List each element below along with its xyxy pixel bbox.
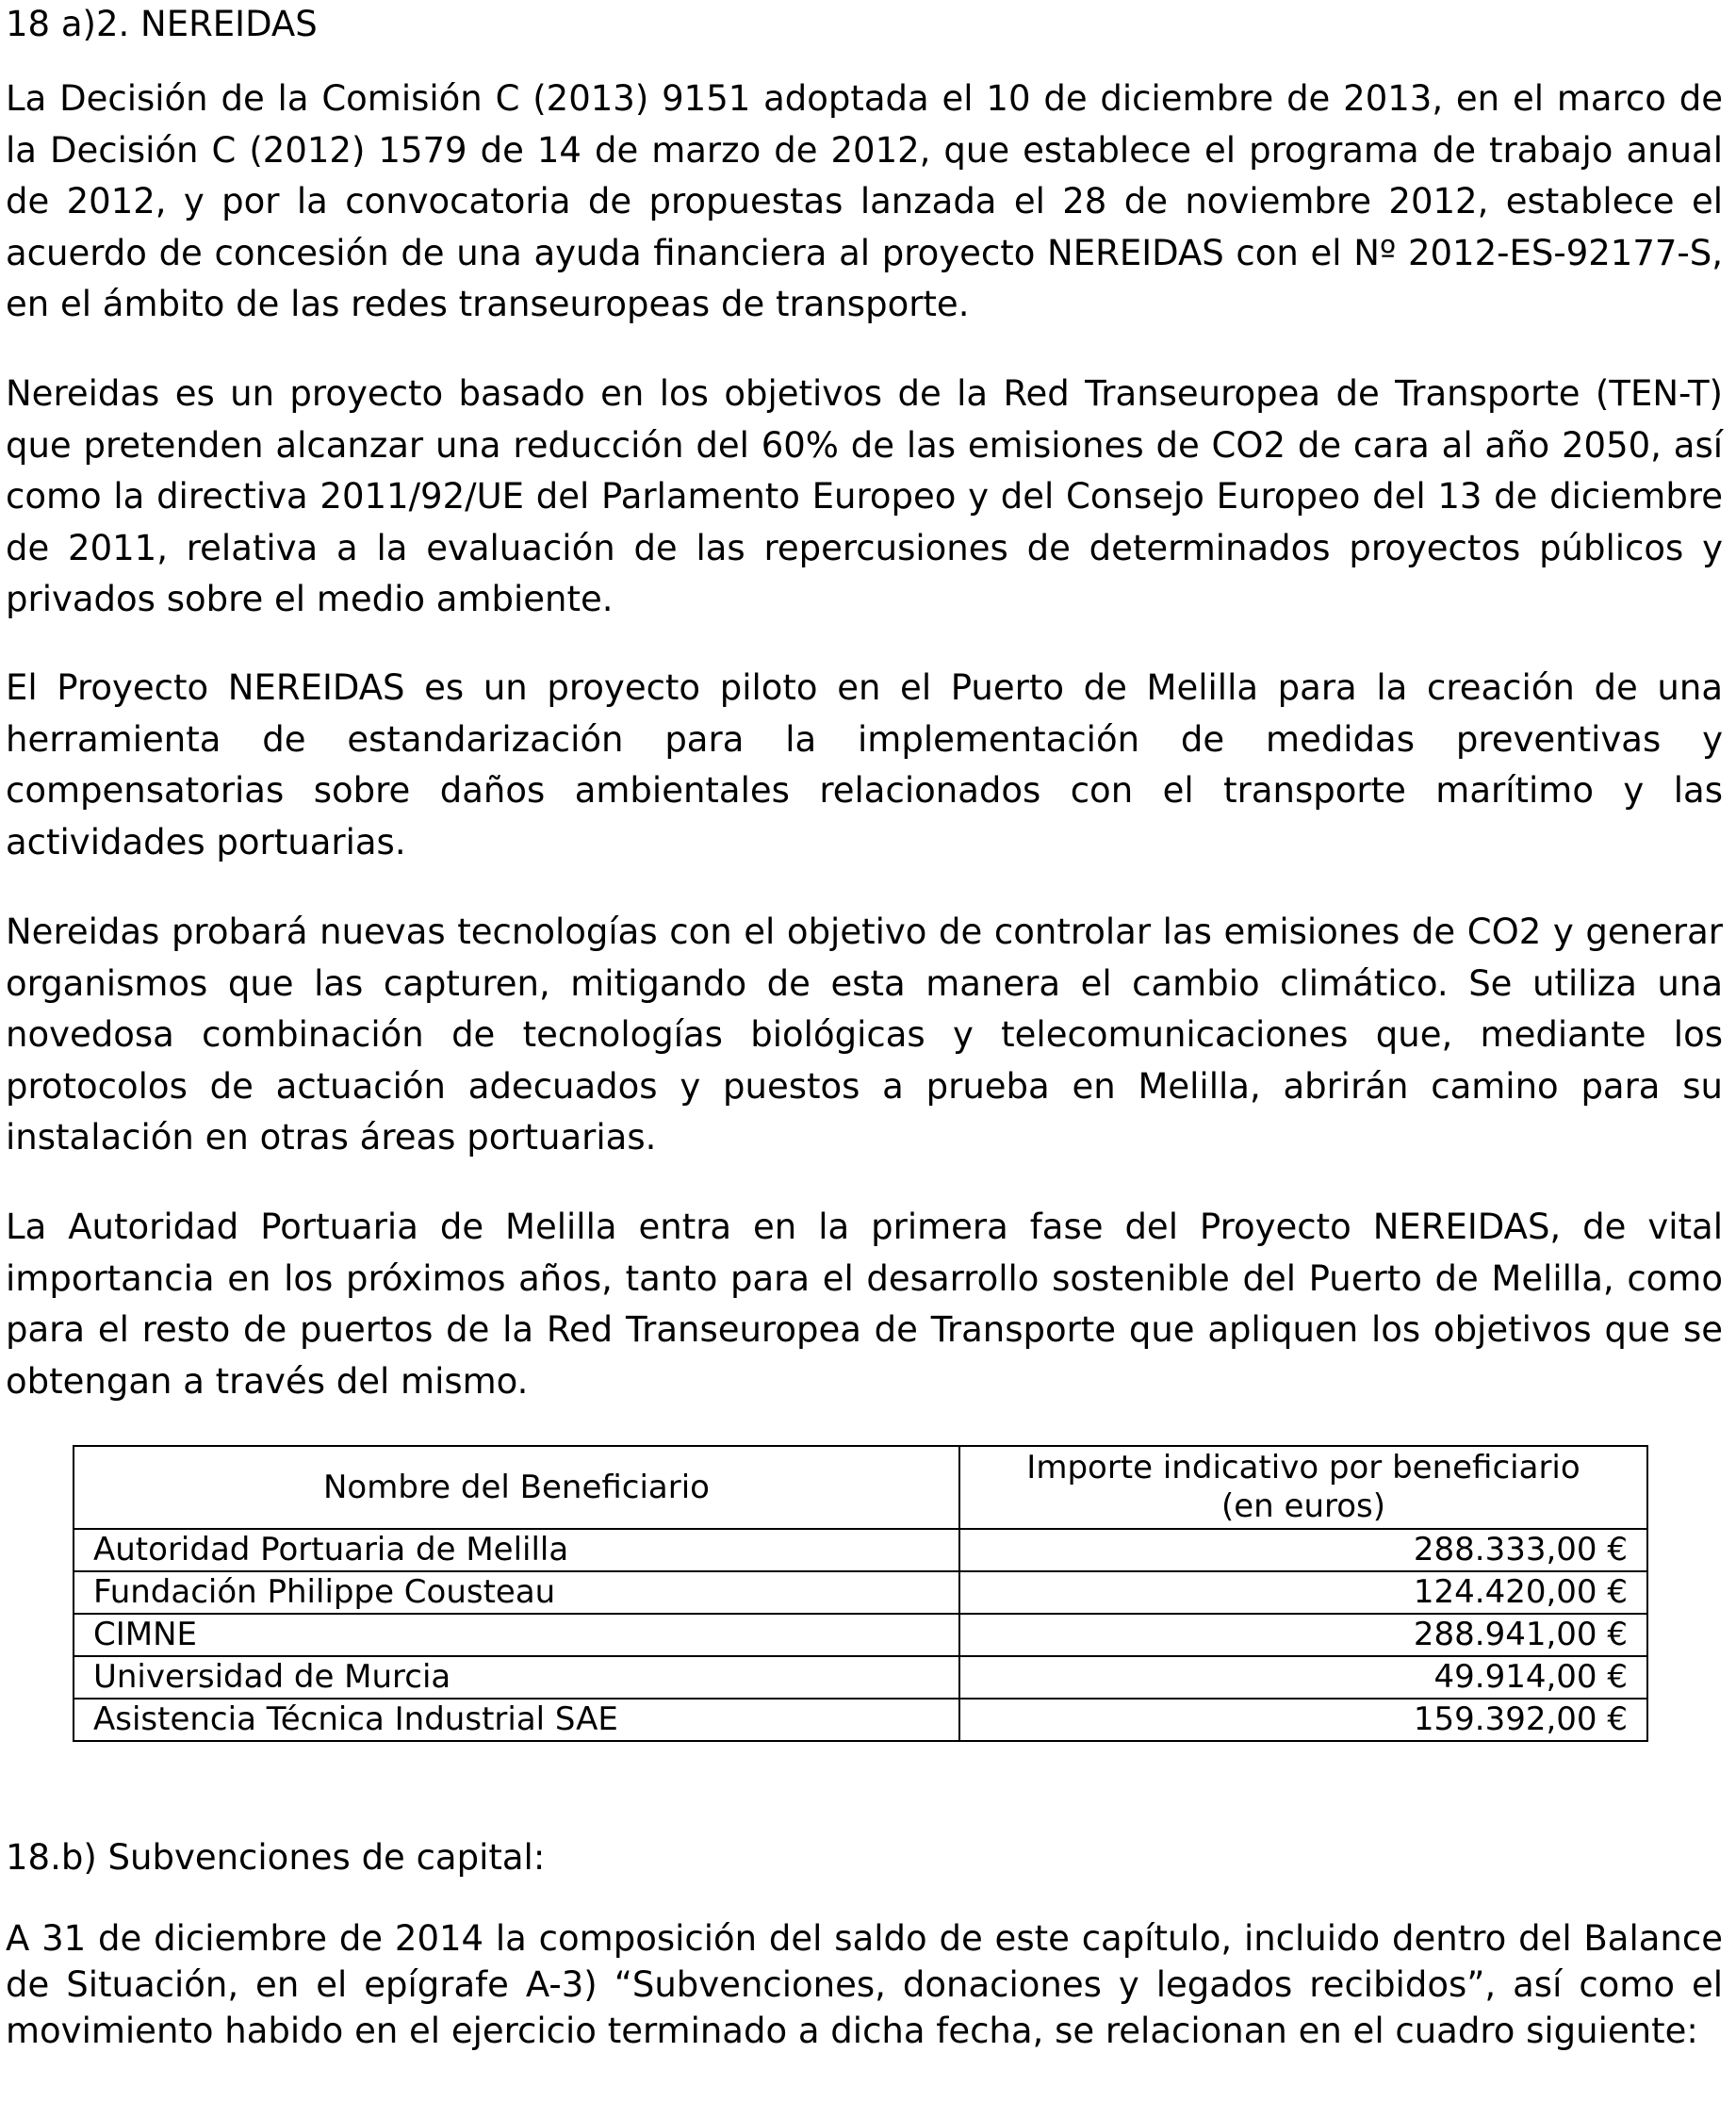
beneficiary-amount: 159.392,00 € xyxy=(959,1699,1647,1741)
beneficiary-name: Universidad de Murcia xyxy=(74,1656,959,1699)
beneficiary-name: Asistencia Técnica Industrial SAE xyxy=(74,1699,959,1741)
beneficiary-amount: 49.914,00 € xyxy=(959,1656,1647,1699)
beneficiary-name: CIMNE xyxy=(74,1614,959,1656)
header-beneficiary-name: Nombre del Beneficiario xyxy=(74,1446,959,1529)
beneficiary-name: Fundación Philippe Cousteau xyxy=(74,1571,959,1614)
subsection-heading: 18.b) Subvenciones de capital: xyxy=(6,1837,546,1878)
beneficiary-amount: 124.420,00 € xyxy=(959,1571,1647,1614)
beneficiary-name: Autoridad Portuaria de Melilla xyxy=(74,1529,959,1571)
paragraph-pilot-project: El Proyecto NEREIDAS es un proyecto piloto en el Puerto de Melilla para la creación de una herramienta de estandarización para la implementación de medidas preventivas y compensatorias sobre daños ambientales relacionados con el transporte marítimo y las actividades portuarias. xyxy=(6,667,1723,862)
paragraph-objectives: Nereidas es un proyecto basado en los objetivos de la Red Transeuropea de Transporte (TEN-T) que pretenden alcanzar una reducción del 60% de las emisiones de CO2 de cara al año 2050, así como la directiva 2011/92/UE del Parlamento Europeo y del Consejo Europeo del 13 de diciembre de 2011, relativa a la evaluación de las repercusiones de determinados proyectos públicos y privados sobre el medio ambiente. xyxy=(6,373,1723,619)
paragraph-port-authority: La Autoridad Portuaria de Melilla entra en la primera fase del Proyecto NEREIDAS, de vital importancia en los próximos años, tanto para el desarrollo sostenible del Puerto de Melilla, como para el resto de puertos de la Red Transeuropea de Transporte que apliquen los objetivos que se obtengan a través del mismo. xyxy=(6,1207,1723,1402)
paragraph-decision: La Decisión de la Comisión C (2013) 9151 adoptada el 10 de diciembre de 2013, en el marco de la Decisión C (2012) 1579 de 14 de marzo de 2012, que establece el programa de trabajo anual de 2012, y por la convocatoria de propuestas lanzada el 28 de noviembre 2012, establece el acuerdo de concesión de una ayuda financiera al proyecto NEREIDAS con el Nº 2012-ES-92177-S, en el ámbito de las redes transeuropeas de transporte. xyxy=(6,78,1723,324)
table-header-row xyxy=(74,1446,1647,1529)
table-row xyxy=(74,1614,1647,1656)
table-row xyxy=(74,1529,1647,1571)
paragraph-capital-subsidies: A 31 de diciembre de 2014 la composición del saldo de este capítulo, incluido dentro del Balance de Situación, en el epígrafe A-3) “Subvenciones, donaciones y legados recibidos”, así como el movimiento habido en el ejercicio terminado a dicha fecha, se relacionan en el cuadro siguiente: xyxy=(6,1918,1723,2051)
table-row xyxy=(74,1571,1647,1614)
header-indicative-amount xyxy=(959,1446,1647,1529)
table-row xyxy=(74,1699,1647,1741)
section-heading: 18 a)2. NEREIDAS xyxy=(6,4,318,44)
beneficiaries-table xyxy=(73,1445,1648,1742)
paragraph-technologies: Nereidas probará nuevas tecnologías con el objetivo de controlar las emisiones de CO2 y generar organismos que las capturen, mitigando de esta manera el cambio climático. Se utiliza una novedosa combinación de tecnologías biológicas y telecomunicaciones que, mediante los protocolos de actuación adecuados y puestos a prueba en Melilla, abrirán camino para su instalación en otras áreas portuarias. xyxy=(6,911,1723,1158)
header-indicative-amount-text: Importe indicativo por beneficiario (en euros) xyxy=(1026,1449,1580,1525)
table-row xyxy=(74,1656,1647,1699)
beneficiary-amount: 288.941,00 € xyxy=(959,1614,1647,1656)
beneficiary-amount: 288.333,00 € xyxy=(959,1529,1647,1571)
